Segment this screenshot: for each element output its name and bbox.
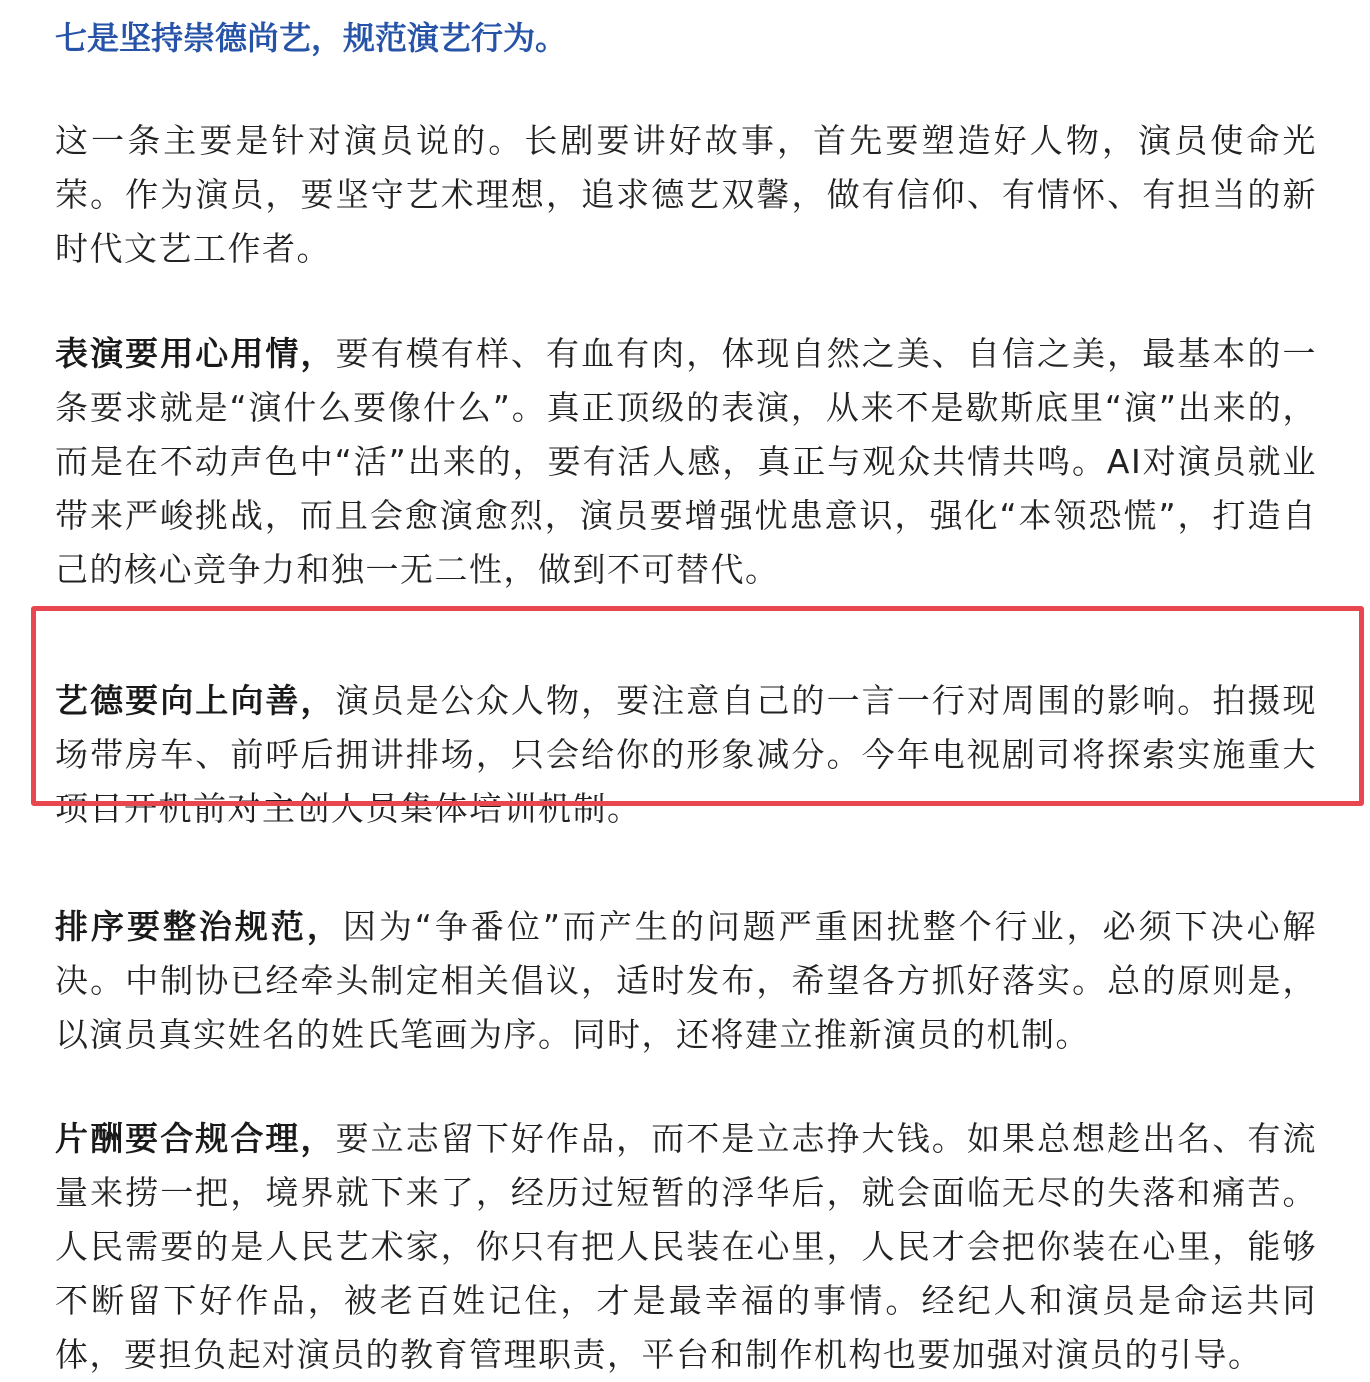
paragraph-text: 演员是公众人物，要注意自己的一言一行对周围的影响。拍摄现场带房车、前呼后拥讲排场，只会给你的形象减分。今年电视剧司将探索实施重大项目开机前对主创人员集体培训机制。: [55, 681, 1318, 828]
paragraph-text: 这一条主要是针对演员说的。长剧要讲好故事，首先要塑造好人物，演员使命光荣。作为演员，要坚守艺术理想，追求德艺双馨，做有信仰、有情怀、有担当的新时代文艺工作者。: [55, 121, 1317, 268]
paragraph-text: 要立志留下好作品，而不是立志挣大钱。如果总想趁出名、有流量来捞一把，境界就下来了，经历过短暂的浮华后，就会面临无尽的失落和痛苦。人民需要的是人民艺术家，你只有把人民装在心里，人民才会把你装在心里，能够不断留下好作品，被老百姓记住，才是最幸福的事情。经纪人和演员是命运共同体，要担负起对演员的教育管理职责，平台和制作机构也要加强对演员的引导。: [55, 1119, 1318, 1374]
article-body: [55, 0, 1317, 1382]
paragraph-remuneration: [55, 1112, 1317, 1382]
paragraph-text: 因为“争番位”而产生的问题严重困扰整个行业，必须下决心解决。中制协已经牵头制定相关倡议，适时发布，希望各方抓好落实。总的原则是，以演员真实姓名的姓氏笔画为序。同时，还将建立推新演员的机制。: [55, 907, 1317, 1054]
paragraph-lead: 艺德要向上向善，: [55, 681, 336, 720]
paragraph-billing-order: [55, 900, 1317, 1062]
paragraph-performance: [55, 327, 1317, 597]
paragraph-morality: [55, 674, 1317, 836]
paragraph-lead: 片酬要合规合理，: [55, 1119, 336, 1158]
paragraph-lead: 排序要整治规范，: [55, 907, 343, 946]
paragraph-lead: 表演要用心用情，: [55, 334, 336, 373]
paragraph-text: 要有模有样、有血有肉，体现自然之美、自信之美，最基本的一条要求就是“演什么要像什么”。真正顶级的表演，从来不是歇斯底里“演”出来的，而是在不动声色中“活”出来的，要有活人感，真正与观众共情共鸣。AI对演员就业带来严峻挑战，而且会愈演愈烈，演员要增强忧患意识，强化“本领恐慌”，打造自己的核心竞争力和独一无二性，做到不可替代。: [55, 334, 1318, 589]
section-heading: 七是坚持崇德尚艺，规范演艺行为。: [55, 19, 568, 57]
paragraph-actor-intro: [55, 114, 1317, 276]
